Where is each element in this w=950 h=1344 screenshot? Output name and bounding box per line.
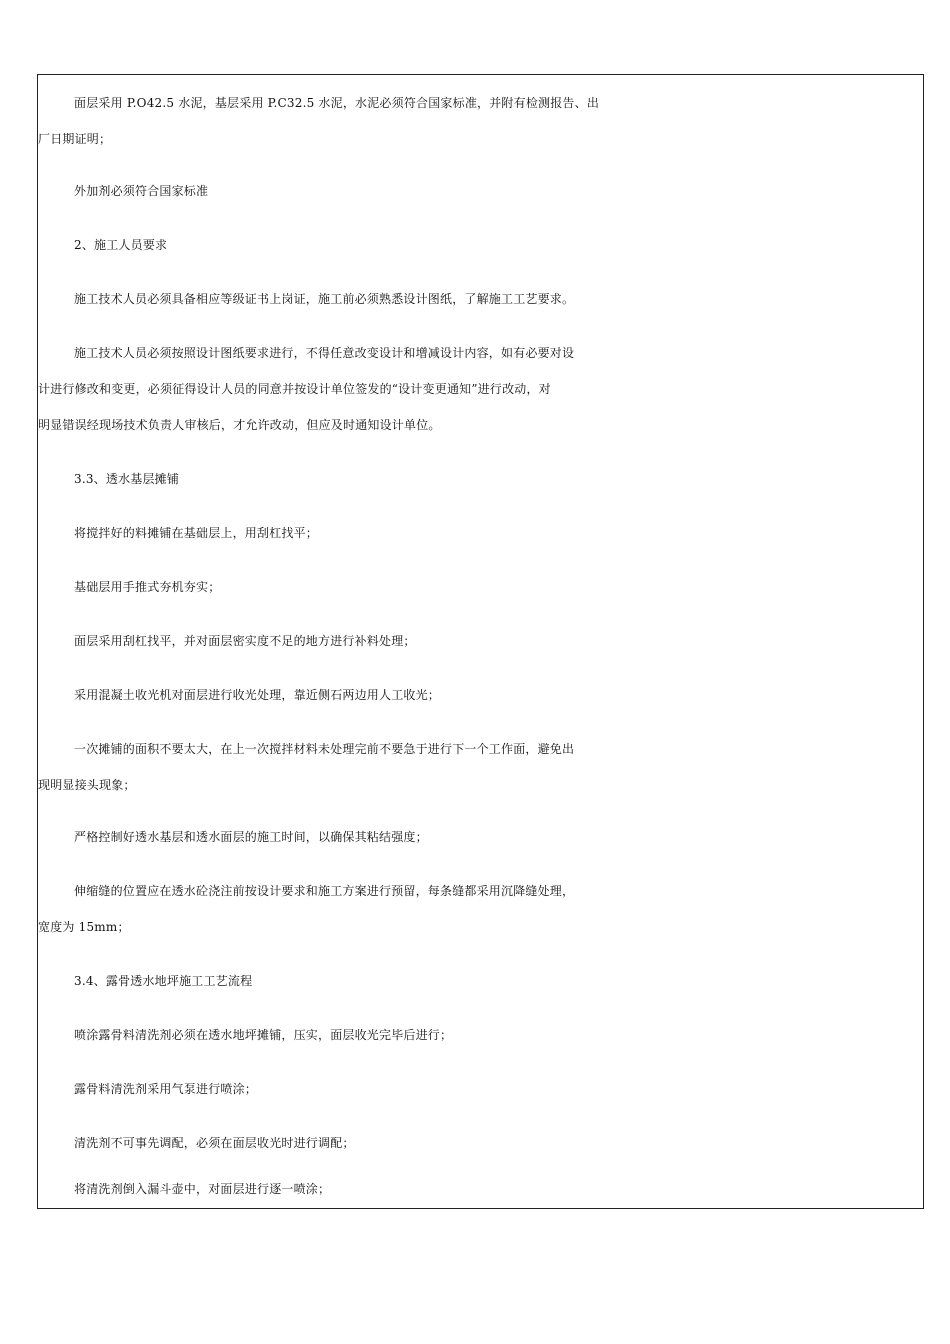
text-line: 伸缩缝的位置应在透水砼浇注前按设计要求和施工方案进行预留，每条缝都采用沉降缝处理， <box>74 884 575 898</box>
text-line: 露骨料清洗剂采用气泵进行喷涂； <box>74 1082 258 1096</box>
text-line: 采用混凝土收光机对面层进行收光处理，靠近侧石两边用人工收光； <box>74 688 441 702</box>
paragraph-surface-finishing <box>38 677 923 713</box>
text-line: 明显错误经现场技术负责人审核后，才允许改动，但应及时通知设计单位。 <box>38 418 441 432</box>
paragraph-personnel-certification <box>38 281 923 317</box>
text-line: 喷涂露骨料清洗剂必须在透水地坪摊铺，压实，面层收光完毕后进行； <box>74 1028 453 1042</box>
paragraph-paving-area <box>38 731 923 803</box>
paragraph-expansion-joints <box>38 873 923 945</box>
heading-personnel-requirements <box>38 227 923 263</box>
text-line: 现明显接头现象； <box>38 778 136 792</box>
text-line: 严格控制好透水基层和透水面层的施工时间，以确保其粘结强度； <box>74 830 428 844</box>
paragraph-spray-cleaner-timing <box>38 1017 923 1053</box>
paragraph-additive-spec <box>38 173 923 209</box>
paragraph-cleaner-mixing <box>38 1125 923 1161</box>
paragraph-timing-control <box>38 819 923 855</box>
text-line: 计进行修改和变更，必须征得设计人员的同意并按设计单位签发的“设计变更通知”进行改动，对 <box>38 382 551 396</box>
text-line: 2、施工人员要求 <box>74 238 168 252</box>
paragraph-air-pump-spray <box>38 1071 923 1107</box>
text-line: 外加剂必须符合国家标准 <box>74 184 209 198</box>
text-line: 施工技术人员必须按照设计图纸要求进行，不得任意改变设计和增减设计内容，如有必要对设 <box>74 346 575 360</box>
paragraph-design-changes <box>38 335 923 443</box>
text-line: 将清洗剂倒入漏斗壶中，对面层进行逐一喷涂； <box>74 1182 331 1196</box>
text-line: 施工技术人员必须具备相应等级证书上岗证，施工前必须熟悉设计图纸，了解施工工艺要求。 <box>74 292 575 306</box>
paragraph-cement-spec <box>38 85 923 157</box>
heading-base-layer-paving <box>38 461 923 497</box>
text-line: 厂日期证明； <box>38 132 112 146</box>
text-line: 3.4、露骨透水地坪施工工艺流程 <box>74 974 253 988</box>
text-line: 3.3、透水基层摊铺 <box>74 472 180 486</box>
paragraph-funnel-spray <box>38 1171 923 1207</box>
paragraph-surface-leveling <box>38 623 923 659</box>
paragraph-spread-material <box>38 515 923 551</box>
text-line: 宽度为 15mm； <box>38 920 130 934</box>
text-line: 将搅拌好的料摊铺在基础层上，用刮杠找平； <box>74 526 319 540</box>
paragraph-compaction <box>38 569 923 605</box>
text-line: 一次摊铺的面积不要太大，在上一次搅拌材料未处理完前不要急于进行下一个工作面，避免出 <box>74 742 575 756</box>
text-line: 面层采用刮杠找平，并对面层密实度不足的地方进行补料处理； <box>74 634 416 648</box>
text-line: 面层采用 P.O42.5 水泥，基层采用 P.C32.5 水泥，水泥必须符合国家标准，并附有检测报告、出 <box>74 96 600 110</box>
text-line: 基础层用手推式夯机夯实； <box>74 580 221 594</box>
text-line: 清洗剂不可事先调配，必须在面层收光时进行调配； <box>74 1136 355 1150</box>
document-table-cell <box>37 74 924 1209</box>
heading-exposed-aggregate-process <box>38 963 923 999</box>
